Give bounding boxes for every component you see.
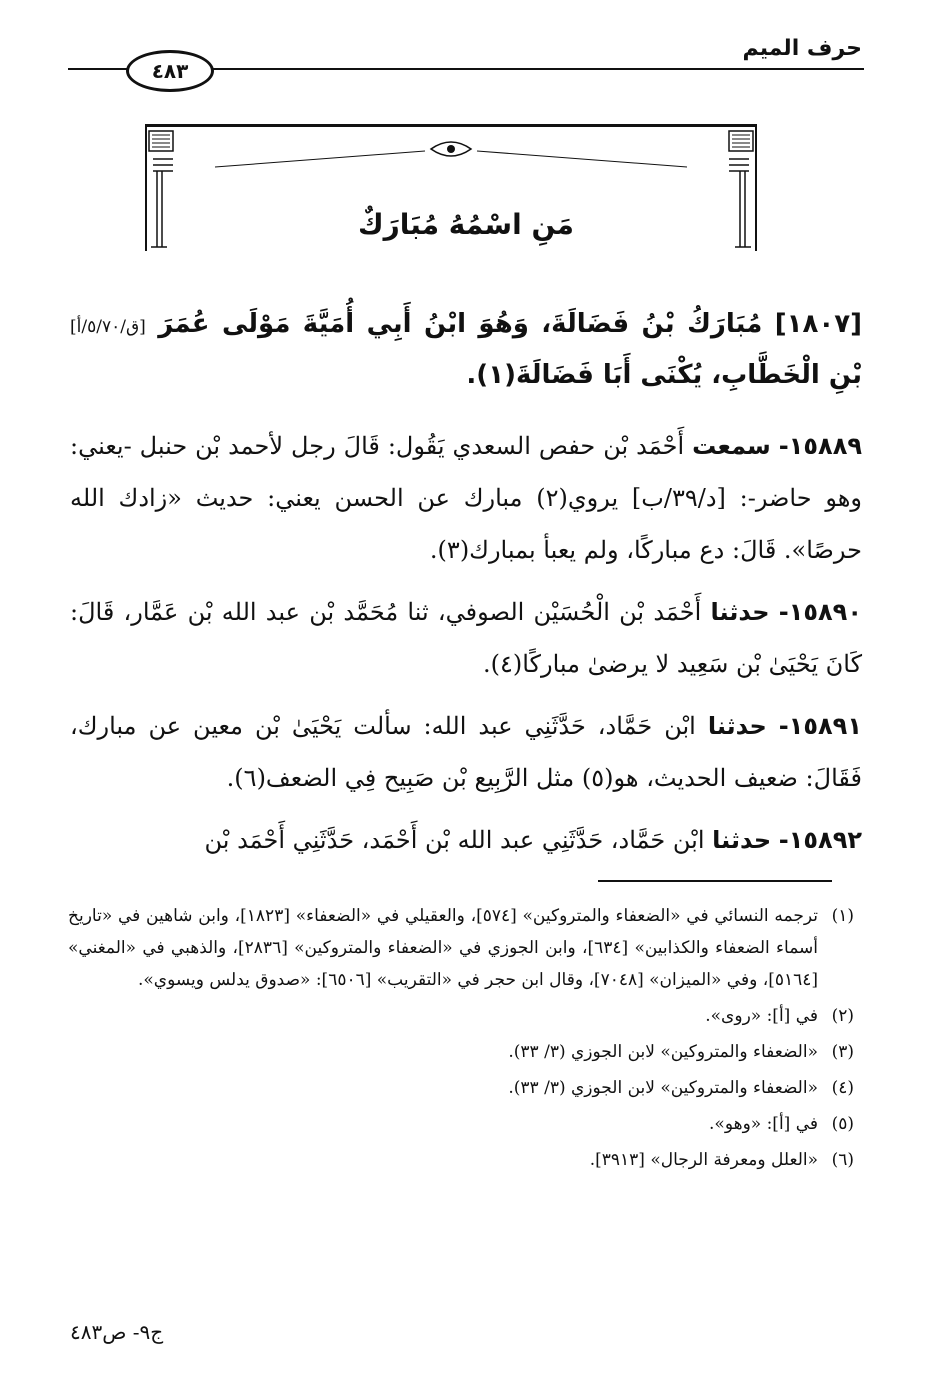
narration-lead: سمعت: [692, 432, 771, 460]
narration-number: ١٥٨٩٠-: [778, 598, 862, 626]
footnote-text: «الضعفاء والمتروكين» لابن الجوزي (٣/ ٣٣).: [508, 1042, 818, 1062]
narration-text: أَحْمَد بْن حفص السعدي يَقُول: قَالَ رجل لأحمد بْن حنبل -يعني: وهو حاضر-: [د/٣٩/ب] يروي(٢) مبارك عن الحسن يعني: حديث «زادك الله حرصًا». قَالَ: دع مباركًا، ولم يعبأ بمبارك(٣).: [70, 432, 862, 564]
footnotes: [68, 900, 854, 1180]
narration-number: ١٥٨٨٩-: [778, 432, 862, 460]
footnote-number: (٣): [831, 1042, 854, 1062]
footnote: [68, 1000, 854, 1032]
narration-lead: حدثنا: [710, 598, 770, 626]
narration-paragraph: [70, 700, 862, 804]
narration-paragraph: [70, 814, 862, 866]
entry-number: [١٨٠٧]: [774, 309, 863, 339]
entry-name: مُبَارَكُ بْنُ فَضَالَةَ، وَهُوَ ابْنُ أَبِي أُمَيَّةَ مَوْلَى عُمَرَ: [158, 309, 763, 339]
narration-number: ١٥٨٩٢-: [778, 826, 862, 854]
narration-lead: حدثنا: [712, 826, 772, 854]
volume-page-footer: ج٩- ص٤٨٣: [70, 1320, 164, 1344]
footnote-number: (٤): [831, 1078, 854, 1098]
footnote-rule: [598, 880, 832, 882]
page-number-badge: [126, 50, 214, 92]
footnote: [68, 1144, 854, 1176]
footnote-text: ترجمه النسائي في «الضعفاء والمتروكين» [٥٧٤]، والعقيلي في «الضعفاء» [١٨٢٣]، وابن شاهين في «تاريخ أسماء الضعفاء والكذابين» [٦٣٤]، وابن الجوزي في «الضعفاء والمتروكين» [٢٨٣٦]، والذهبي في «المغني» [٥١٦٤]، وفي «الميزان» [٧٠٤٨]، وقال ابن حجر في «التقريب» [٦٥٠٦]: «صدوق يدلس ويسوي».: [68, 906, 818, 990]
footnote: [68, 900, 854, 996]
section-title: مَنِ اسْمُهُ مُبَارَكٌ: [358, 208, 574, 241]
narration-text: ابْن حَمَّاد، حَدَّثَنِي عبد الله: سألت يَحْيَىٰ بْن معين عن مبارك، فَقَالَ: ضعيف الحديث، هو(٥) مثل الرَّبِيع بْن صَبِيح فِي الضعف(٦).: [70, 712, 862, 792]
entry-name-cont: بْنِ الْخَطَّابِ، يُكْنَى أَبَا فَضَالَةَ(١).: [466, 360, 862, 390]
entry-heading: [70, 300, 862, 399]
footnote-text: «الضعفاء والمتروكين» لابن الجوزي (٣/ ٣٣).: [508, 1078, 818, 1098]
main-text: [70, 420, 862, 876]
footnote: [68, 1072, 854, 1104]
footnote: [68, 1036, 854, 1068]
footnote-number: (١): [831, 906, 854, 926]
footnote-number: (٢): [831, 1006, 854, 1026]
chapter-title: حرف الميم: [742, 36, 862, 61]
narration-paragraph: [70, 420, 862, 576]
narration-text: ابْن حَمَّاد، حَدَّثَنِي عبد الله بْن أَحْمَد، حَدَّثَنِي أَحْمَد بْن: [204, 826, 705, 854]
frame-center-ornament: [205, 133, 697, 173]
footnote-text: «العلل ومعرفة الرجال» [٣٩١٣].: [589, 1150, 818, 1170]
page-number: ٤٨٣: [151, 59, 189, 83]
narration-paragraph: [70, 586, 862, 690]
narration-number: ١٥٨٩١-: [778, 712, 862, 740]
narration-lead: حدثنا: [707, 712, 767, 740]
footnote-text: في [أ]: «روى».: [705, 1006, 818, 1026]
footnote-number: (٥): [831, 1114, 854, 1134]
footnote: [68, 1108, 854, 1140]
footnote-text: في [أ]: «وهو».: [709, 1114, 818, 1134]
narration-text: أَحْمَد بْن الْحُسَيْن الصوفي، ثنا مُحَمَّد بْن عبد الله بْن عَمَّار، قَالَ: كَانَ يَحْيَىٰ بْن سَعِيد لا يرضىٰ مباركًا(٤).: [70, 598, 862, 678]
footnote-number: (٦): [831, 1150, 854, 1170]
manuscript-ref: [ق/٥/٧٠/أ]: [70, 317, 146, 337]
